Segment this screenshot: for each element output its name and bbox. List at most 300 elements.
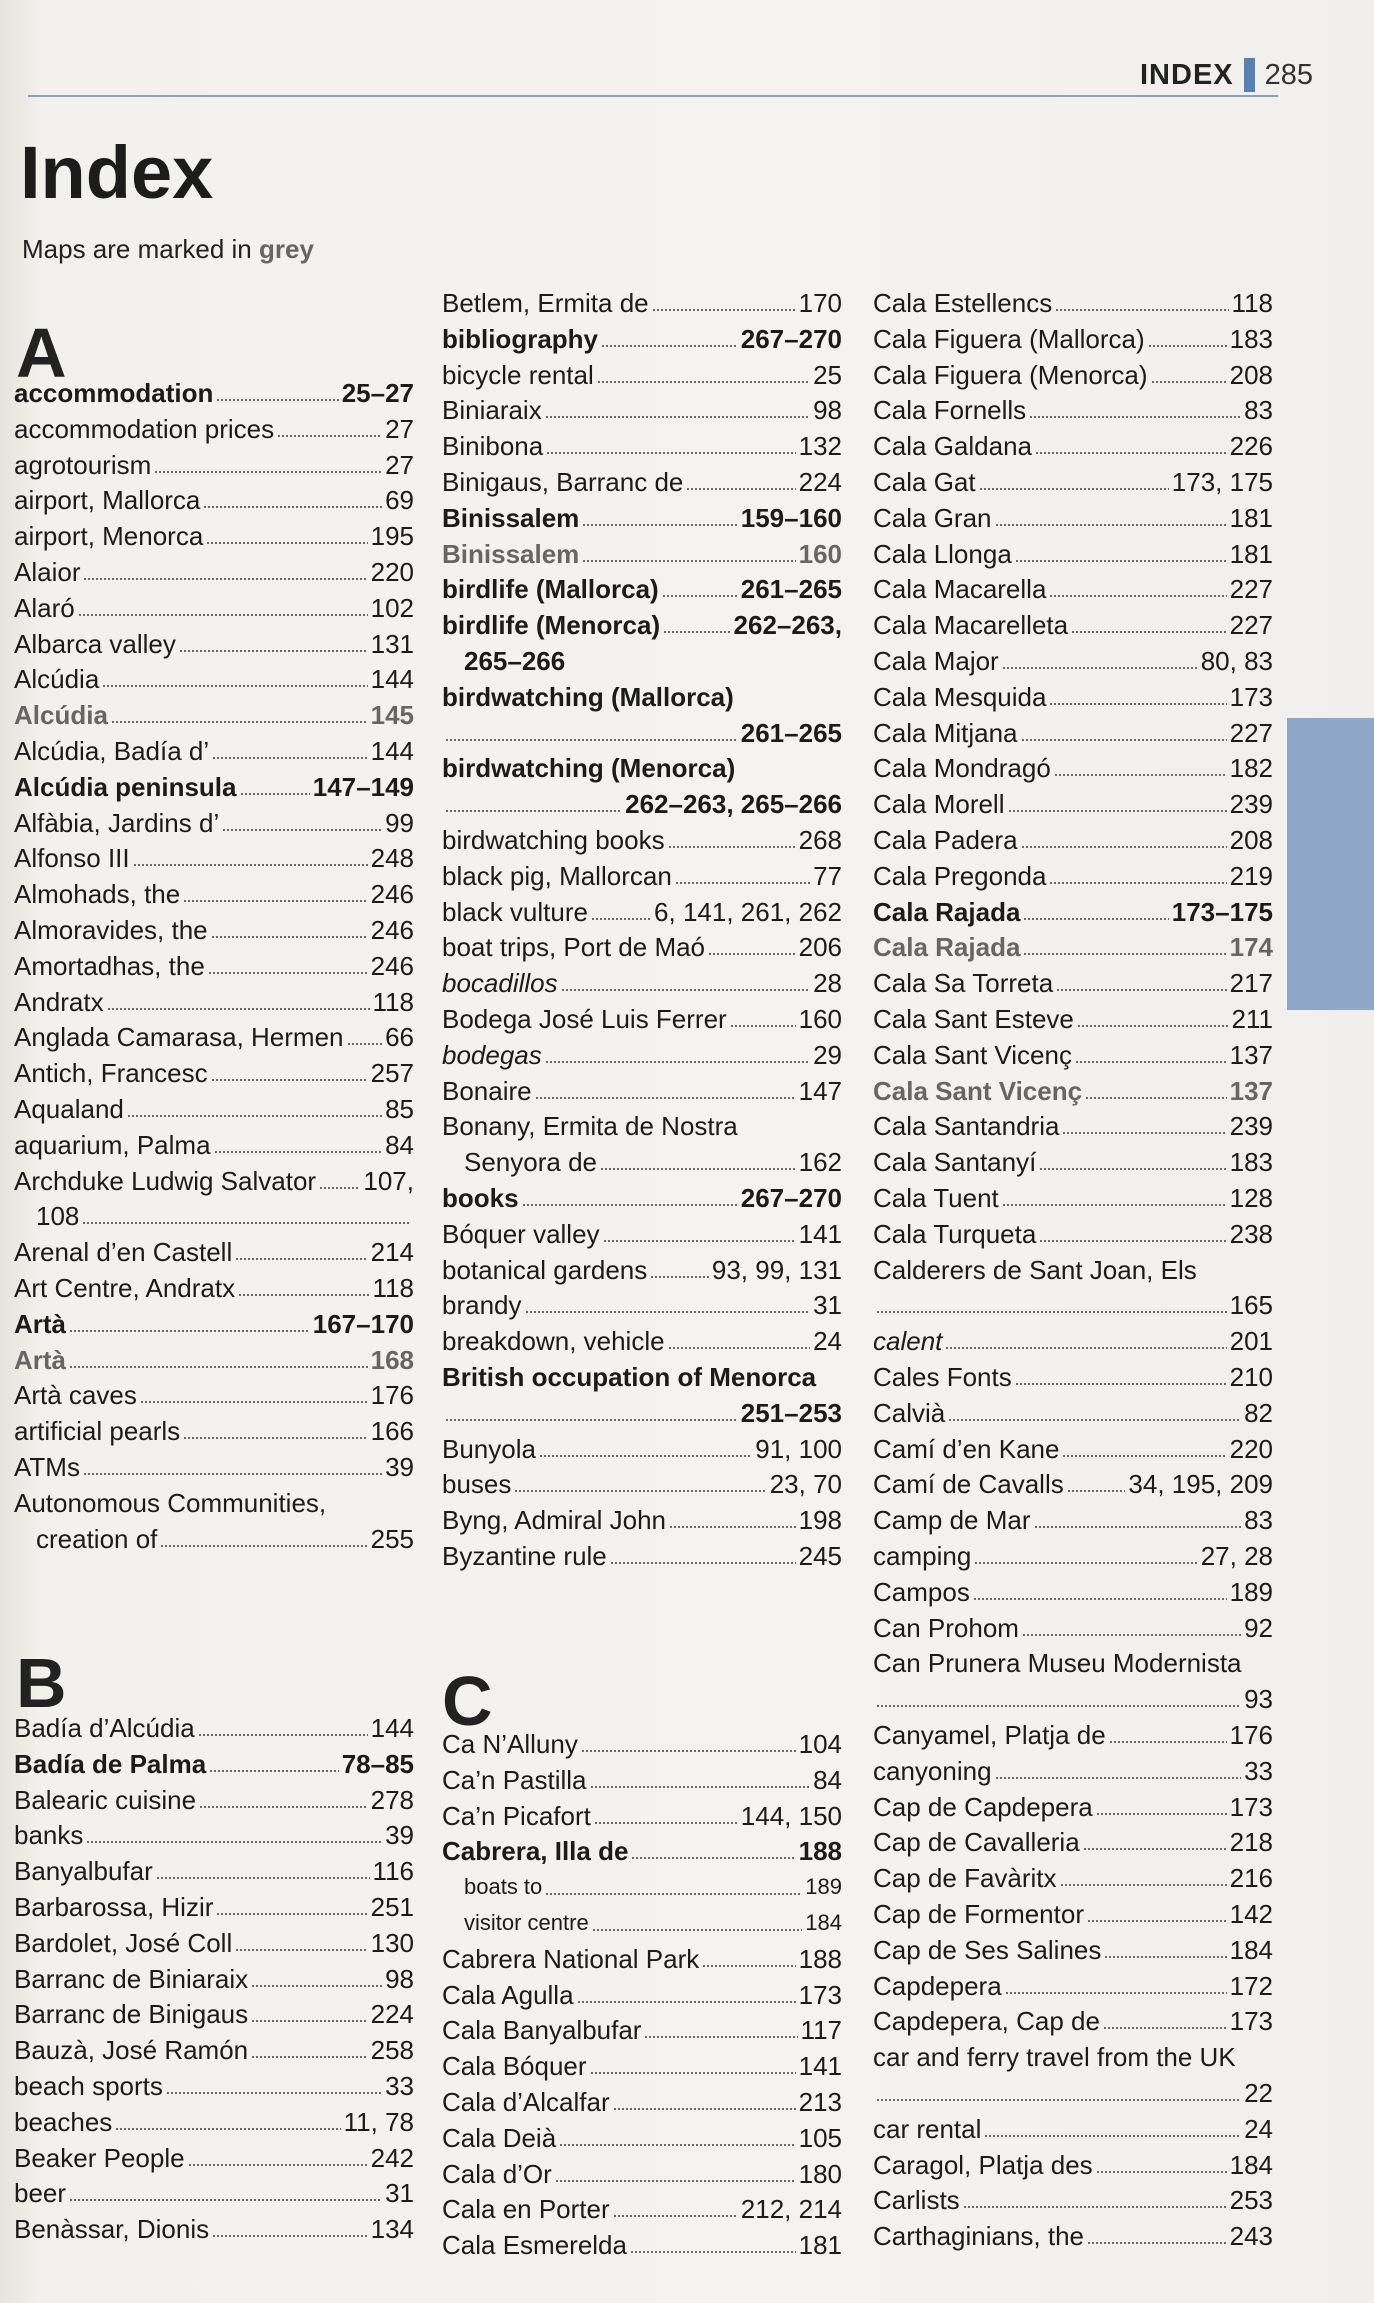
index-entry xyxy=(873,1213,1273,1249)
entry-term: Cap de Ses Salines xyxy=(873,1934,1102,1965)
entry-pages: 99 xyxy=(385,807,414,838)
entry-pages: 246 xyxy=(370,950,414,981)
entry-term: British occupation of Menorca xyxy=(442,1362,817,1392)
dot-leader xyxy=(222,829,382,831)
index-entry xyxy=(442,1356,842,1392)
entry-pages: 267–270 xyxy=(740,1183,842,1213)
dot-leader xyxy=(581,1750,796,1752)
dot-leader xyxy=(610,1562,796,1564)
entry-term: Caragol, Platja des xyxy=(873,2149,1093,2180)
dot-leader xyxy=(1085,1097,1227,1099)
index-entry xyxy=(442,1866,842,1902)
entry-term: Alcúdia peninsula xyxy=(14,771,237,802)
entry-term: bicycle rental xyxy=(442,359,594,390)
entry-term: Binigaus, Barranc de xyxy=(442,467,684,497)
dot-leader xyxy=(686,488,795,490)
index-entry xyxy=(442,2081,842,2117)
entry-term: Byzantine rule xyxy=(442,1541,607,1571)
index-entry xyxy=(442,1249,842,1285)
entry-term: Banyalbufar xyxy=(14,1856,153,1887)
dot-leader xyxy=(663,631,730,633)
index-entry xyxy=(14,479,414,515)
entry-term: Balearic cuisine xyxy=(14,1784,197,1815)
index-entry xyxy=(873,998,1273,1034)
index-entry xyxy=(873,640,1273,676)
entry-term: banks xyxy=(14,1820,84,1851)
entry-pages: 201 xyxy=(1229,1326,1273,1357)
dot-leader xyxy=(238,1294,369,1296)
entry-term: calent xyxy=(873,1326,943,1357)
entry-pages: 251–253 xyxy=(740,1397,842,1428)
dot-leader xyxy=(582,524,737,526)
index-entry xyxy=(442,1034,842,1070)
dot-leader xyxy=(984,2135,1241,2137)
index-entry xyxy=(442,819,842,855)
entry-pages: 144 xyxy=(370,664,414,695)
entry-term: Binissalem xyxy=(442,502,580,533)
entry-term: Art Centre, Andratx xyxy=(14,1273,236,1303)
entry-pages: 33 xyxy=(1244,1755,1273,1786)
index-entry xyxy=(442,1938,842,1974)
entry-pages: 85 xyxy=(385,1094,414,1124)
dot-leader xyxy=(948,1419,1241,1421)
index-entry xyxy=(873,1857,1273,1893)
entry-pages: 167–170 xyxy=(312,1308,414,1339)
dot-leader xyxy=(945,1347,1226,1349)
entry-term: Cala Mesquida xyxy=(873,681,1047,712)
dot-leader xyxy=(1021,739,1227,741)
entry-pages: 66 xyxy=(385,1022,414,1053)
index-entry xyxy=(14,2208,414,2244)
index-entry xyxy=(442,1463,842,1499)
dot-leader xyxy=(211,936,368,938)
dot-leader xyxy=(592,1929,803,1931)
entry-term: Cala d’Alcalfar xyxy=(442,2087,610,2117)
entry-pages: 69 xyxy=(385,485,414,516)
entry-term: black pig, Mallorcan xyxy=(442,860,672,891)
index-entry xyxy=(873,1428,1273,1464)
entry-term: Cala Agulla xyxy=(442,1979,574,2010)
entry-pages: 165 xyxy=(1229,1290,1273,1321)
dot-leader xyxy=(216,399,338,401)
entry-term: Cala d’Or xyxy=(442,2158,552,2189)
entry-pages: 144 xyxy=(370,736,414,766)
entry-pages: 227 xyxy=(1229,574,1273,605)
dot-leader xyxy=(133,864,368,866)
entry-term: Albarca valley xyxy=(14,628,176,659)
dot-leader xyxy=(1023,953,1226,955)
index-entry xyxy=(873,425,1273,461)
dot-leader xyxy=(730,1025,796,1027)
maps-note xyxy=(22,234,314,265)
entry-pages: 118 xyxy=(1231,288,1273,318)
dot-leader xyxy=(1023,918,1168,920)
index-entry xyxy=(14,1052,414,1088)
index-entry xyxy=(14,2101,414,2137)
entry-term: creation of xyxy=(36,1523,158,1554)
index-entry xyxy=(873,1320,1273,1356)
dot-leader xyxy=(347,1043,383,1045)
entry-term: Camí de Cavalls xyxy=(873,1469,1064,1500)
dot-leader xyxy=(214,1151,383,1153)
entry-pages: 181 xyxy=(1229,538,1273,569)
dot-leader xyxy=(590,1786,811,1788)
dot-leader xyxy=(555,2180,796,2182)
entry-pages: 257 xyxy=(370,1058,414,1089)
entry-pages: 91, 100 xyxy=(755,1433,842,1464)
dot-leader xyxy=(198,1734,368,1736)
dot-leader xyxy=(102,685,367,687)
dot-leader xyxy=(995,524,1227,526)
dot-leader xyxy=(235,1258,367,1260)
entry-term: Aqualand xyxy=(14,1094,124,1124)
entry-term: Cap de Formentor xyxy=(873,1899,1084,1929)
dot-leader xyxy=(251,1985,382,1987)
index-entry xyxy=(14,1195,414,1231)
index-entry xyxy=(14,802,414,838)
entry-term: Alcúdia, Badía d’ xyxy=(14,736,210,766)
index-entry xyxy=(873,1034,1273,1070)
entry-pages: 80, 83 xyxy=(1200,646,1273,676)
entry-pages: 83 xyxy=(1244,1505,1273,1536)
entry-term: brandy xyxy=(442,1290,522,1321)
entry-term: Alcúdia xyxy=(14,700,108,731)
entry-term: Cala Estellencs xyxy=(873,288,1053,318)
dot-leader xyxy=(235,1949,367,1951)
entry-pages: 34, 195, 209 xyxy=(1128,1469,1273,1500)
entry-pages: 102 xyxy=(370,592,414,623)
entry-pages: 261–265 xyxy=(740,574,842,605)
entry-pages: 226 xyxy=(1229,431,1273,462)
index-entry xyxy=(873,1284,1273,1320)
index-entry xyxy=(442,783,842,819)
dot-leader xyxy=(522,1204,738,1206)
entry-pages: 134 xyxy=(370,2214,414,2245)
entry-pages: 181 xyxy=(798,2230,842,2261)
entry-term: visitor centre xyxy=(464,1910,589,1935)
entry-term: Artà xyxy=(14,1308,67,1339)
entry-term: aquarium, Palma xyxy=(14,1129,211,1160)
entry-pages: 27, 28 xyxy=(1200,1541,1273,1571)
entry-pages: 83 xyxy=(1244,395,1273,426)
dot-leader xyxy=(78,614,368,616)
index-entry xyxy=(14,1016,414,1052)
entry-term: Cala Major xyxy=(873,646,999,676)
entry-pages: 242 xyxy=(370,2142,414,2173)
entry-pages: 213 xyxy=(798,2087,842,2117)
index-entry xyxy=(873,1929,1273,1965)
dot-leader xyxy=(166,2092,382,2094)
dot-leader xyxy=(539,1455,752,1457)
index-entry xyxy=(442,1428,842,1464)
entry-term: birdlife (Menorca) xyxy=(442,610,661,641)
entry-term: Cala Padera xyxy=(873,825,1018,855)
dot-leader xyxy=(597,381,810,383)
entry-pages: 170 xyxy=(798,288,842,318)
dot-leader xyxy=(445,739,738,741)
entry-pages: 217 xyxy=(1229,968,1273,999)
entry-pages: 93 xyxy=(1244,1684,1273,1715)
dot-leader xyxy=(1002,1204,1227,1206)
maps-note-grey-word: grey xyxy=(259,234,314,264)
entry-pages: 212, 214 xyxy=(740,2194,842,2225)
index-entry xyxy=(14,1814,414,1850)
index-entry xyxy=(14,2065,414,2101)
entry-pages: 31 xyxy=(385,2178,414,2209)
entry-term: beaches xyxy=(14,2106,113,2137)
dot-leader xyxy=(1056,989,1226,991)
dot-leader xyxy=(69,1366,368,1368)
entry-pages: 27 xyxy=(385,449,414,480)
dot-leader xyxy=(69,2199,382,2201)
entry-pages: 82 xyxy=(1244,1397,1273,1428)
entry-pages: 77 xyxy=(813,860,842,891)
dot-leader xyxy=(876,1705,1241,1707)
entry-pages: 208 xyxy=(1229,359,1273,390)
index-entry xyxy=(873,1392,1273,1428)
entry-term: Bonany, Ermita de Nostra xyxy=(442,1111,738,1142)
entry-term: Binibona xyxy=(442,431,544,462)
entry-term: buses xyxy=(442,1469,512,1500)
entry-pages: 227 xyxy=(1229,717,1273,748)
dot-leader xyxy=(525,1311,811,1313)
index-entry xyxy=(873,2179,1273,2215)
index-entry xyxy=(873,1499,1273,1535)
entry-term: Cala Macarella xyxy=(873,574,1047,605)
entry-pages: 262–263, xyxy=(733,610,842,641)
index-entry xyxy=(442,640,842,676)
index-entry xyxy=(873,354,1273,390)
index-entry xyxy=(442,2009,842,2045)
entry-pages: 172 xyxy=(1229,1970,1273,2001)
index-entry xyxy=(873,1965,1273,2001)
index-entry xyxy=(14,444,414,480)
entry-term: Bóquer valley xyxy=(442,1218,600,1249)
index-entry xyxy=(873,1356,1273,1392)
entry-term: Amortadhas, the xyxy=(14,950,205,981)
dot-leader xyxy=(82,1222,411,1224)
index-entry xyxy=(14,623,414,659)
entry-term: 108 xyxy=(36,1201,80,1232)
index-entry xyxy=(14,2137,414,2173)
dot-leader xyxy=(582,560,795,562)
index-entry xyxy=(14,372,414,408)
index-entry xyxy=(442,2153,842,2189)
entry-term: Senyora de xyxy=(464,1147,597,1178)
dot-leader xyxy=(1083,1848,1227,1850)
index-entry xyxy=(14,1267,414,1303)
index-entry xyxy=(873,318,1273,354)
entry-term: Canyamel, Platja de xyxy=(873,1720,1106,1750)
entry-term: Arenal d’en Castell xyxy=(14,1237,233,1268)
dot-leader xyxy=(107,1008,370,1010)
entry-term: Badía de Palma xyxy=(14,1748,207,1779)
dot-leader xyxy=(577,2001,796,2003)
index-entry xyxy=(873,2036,1273,2072)
entry-pages: 173, 175 xyxy=(1171,467,1273,497)
entry-pages: 92 xyxy=(1244,1612,1273,1643)
entry-term: Barranc de Binigaus xyxy=(14,1999,249,2030)
dot-leader xyxy=(973,1598,1227,1600)
entry-pages: 239 xyxy=(1229,789,1273,820)
entry-term: Barbarossa, Hizir xyxy=(14,1892,214,1922)
index-entry xyxy=(14,1482,414,1518)
dot-leader xyxy=(708,953,796,955)
entry-pages: 238 xyxy=(1229,1218,1273,1249)
index-entry xyxy=(14,945,414,981)
dot-leader xyxy=(83,578,367,580)
entry-pages: 246 xyxy=(370,915,414,945)
dot-leader xyxy=(702,1965,795,1967)
dot-leader xyxy=(561,989,810,991)
entry-term: Cala Tuent xyxy=(873,1183,999,1213)
entry-term: birdlife (Mallorca) xyxy=(442,574,659,605)
index-entry xyxy=(442,676,842,712)
index-entry xyxy=(442,1830,842,1866)
dot-leader xyxy=(445,1419,738,1421)
dot-leader xyxy=(1029,416,1241,418)
index-entry xyxy=(442,891,842,927)
entry-term: Bunyola xyxy=(442,1433,536,1464)
entry-pages: 183 xyxy=(1229,1147,1273,1178)
index-entry xyxy=(442,747,842,783)
maps-note-text: Maps are marked in xyxy=(22,234,252,264)
entry-term: Alaior xyxy=(14,557,81,587)
dot-leader xyxy=(974,1562,1197,1564)
index-entry xyxy=(442,1105,842,1141)
entry-term: Ca’n Picafort xyxy=(442,1800,591,1831)
entry-pages: 39 xyxy=(385,1452,414,1482)
dot-leader xyxy=(669,1526,796,1528)
entry-term: Autonomous Communities, xyxy=(14,1487,327,1518)
entry-pages: 29 xyxy=(813,1039,842,1070)
index-entry xyxy=(14,408,414,444)
entry-term: Cala Mitjana xyxy=(873,717,1018,748)
entry-pages: 24 xyxy=(1244,2113,1273,2144)
index-entry xyxy=(442,354,842,390)
entry-term: Cala Fornells xyxy=(873,395,1027,426)
section-letter-b: B xyxy=(16,1644,67,1722)
index-entry xyxy=(873,1750,1273,1786)
entry-pages: 117 xyxy=(800,2015,842,2046)
index-entry xyxy=(442,1070,842,1106)
entry-pages: 188 xyxy=(798,1943,842,1974)
index-entry xyxy=(873,819,1273,855)
entry-term: Alfonso III xyxy=(14,843,130,874)
entry-term: Badía d’Alcúdia xyxy=(14,1713,195,1743)
entry-pages: 173 xyxy=(1229,681,1273,712)
index-entry xyxy=(14,658,414,694)
index-entry xyxy=(442,1177,842,1213)
dot-leader xyxy=(209,1770,338,1772)
entry-term: Cala Santandria xyxy=(873,1111,1060,1142)
index-entry xyxy=(873,1642,1273,1678)
index-entry xyxy=(442,568,842,604)
entry-pages: 98 xyxy=(385,1963,414,1994)
section-label: INDEX xyxy=(1140,58,1234,91)
dot-leader xyxy=(613,2215,738,2217)
index-entry xyxy=(14,1518,414,1554)
index-entry xyxy=(14,1339,414,1375)
entry-term: Cala Macarelleta xyxy=(873,610,1069,641)
entry-pages: 208 xyxy=(1229,825,1273,855)
dot-leader xyxy=(188,2164,368,2166)
index-entry xyxy=(442,389,842,425)
dot-leader xyxy=(1060,1884,1227,1886)
entry-term: Cabrera, Illa de xyxy=(442,1836,629,1867)
index-entry xyxy=(873,1463,1273,1499)
entry-term: Benàssar, Dionis xyxy=(14,2214,210,2245)
dot-leader xyxy=(545,416,810,418)
dot-leader xyxy=(590,2072,796,2074)
entry-term: Cap de Cavalleria xyxy=(873,1827,1080,1858)
entry-pages: 184 xyxy=(1229,1934,1273,1965)
entry-term: books xyxy=(442,1183,519,1213)
entry-pages: 251 xyxy=(370,1892,414,1922)
entry-pages: 118 xyxy=(372,1273,414,1303)
entry-pages: 214 xyxy=(370,1237,414,1268)
entry-term: car and ferry travel from the UK xyxy=(873,2042,1236,2073)
index-entry xyxy=(14,837,414,873)
thumb-tab-marker xyxy=(1287,718,1374,1010)
entry-term: Can Prohom xyxy=(873,1612,1019,1643)
entry-pages: 248 xyxy=(370,843,414,874)
index-entry xyxy=(873,2072,1273,2108)
dot-leader xyxy=(591,918,651,920)
index-entry xyxy=(14,909,414,945)
dot-leader xyxy=(1054,774,1227,776)
entry-pages: 173 xyxy=(1229,2006,1273,2037)
dot-leader xyxy=(1039,1168,1226,1170)
entry-term: Ca’n Pastilla xyxy=(442,1764,587,1795)
entry-term: Carthaginians, the xyxy=(873,2221,1085,2252)
entry-pages: 183 xyxy=(1229,323,1273,354)
section-letter-c: C xyxy=(442,1662,493,1740)
dot-leader xyxy=(216,1913,367,1915)
index-entry xyxy=(14,1993,414,2029)
entry-term: accommodation xyxy=(14,378,214,408)
index-entry xyxy=(14,1446,414,1482)
index-entry xyxy=(442,1392,842,1428)
entry-term: Cala Figuera (Menorca) xyxy=(873,359,1148,390)
index-entry xyxy=(14,1779,414,1815)
entry-term: botanical gardens xyxy=(442,1254,648,1285)
index-entry xyxy=(873,533,1273,569)
entry-pages: 137 xyxy=(1229,1075,1273,1106)
entry-term: Calvià xyxy=(873,1397,946,1428)
dot-leader xyxy=(240,793,310,795)
entry-pages: 268 xyxy=(798,825,842,855)
index-entry xyxy=(14,1958,414,1994)
dot-leader xyxy=(1103,2027,1227,2029)
entry-pages: 262–263, 265–266 xyxy=(625,789,842,820)
index-entry xyxy=(442,712,842,748)
index-entry xyxy=(873,282,1273,318)
dot-leader xyxy=(140,1401,368,1403)
dot-leader xyxy=(203,506,382,508)
entry-term: ATMs xyxy=(14,1452,80,1482)
dot-leader xyxy=(1096,2171,1227,2173)
index-entry xyxy=(873,891,1273,927)
entry-term: Artà xyxy=(14,1344,67,1375)
dot-leader xyxy=(212,757,367,759)
index-entry xyxy=(442,604,842,640)
entry-term: Campos xyxy=(873,1576,970,1607)
header-rule xyxy=(28,95,1278,97)
index-entry xyxy=(873,1249,1273,1285)
index-entry xyxy=(873,1893,1273,1929)
entry-pages: 243 xyxy=(1229,2221,1273,2252)
